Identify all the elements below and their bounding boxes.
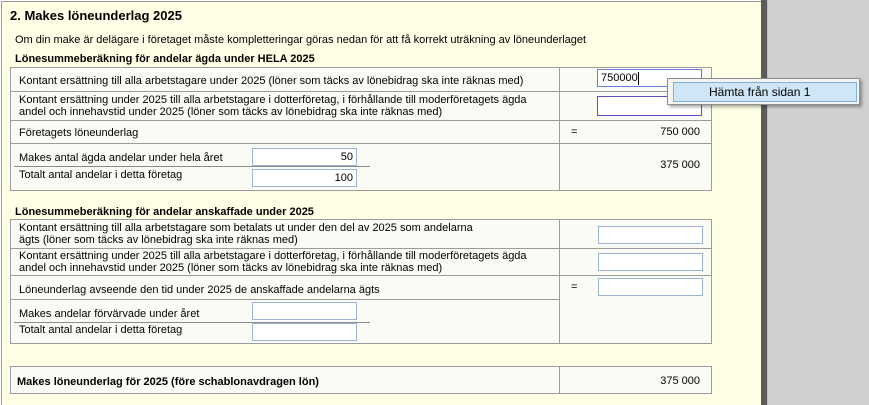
fetch-from-page1-menu-item[interactable]: Hämta från sidan 1: [673, 82, 857, 102]
side-panel: [767, 0, 869, 405]
form-page: [1, 1, 761, 405]
p2-row3-input[interactable]: [598, 278, 703, 296]
section-title: 2. Makes löneunderlag 2025: [10, 8, 182, 23]
p2-row4a-input[interactable]: [252, 302, 357, 320]
p2-row2-label-line1: Kontant ersättning under 2025 till alla arbetstagare i dotterföretag, i förhållande till moderföretagets ägda: [19, 250, 527, 262]
total-value: 375 000: [660, 375, 700, 387]
p1-row1-label: Kontant ersättning till alla arbetstagare under 2025 (löner som täcks av lönebidrag ska inte räknas med): [19, 75, 524, 87]
p1-row2-label-line1: Kontant ersättning under 2025 till alla arbetstagare i dotterföretag, i förhållande till moderföretagets ägda: [19, 94, 527, 106]
part1-heading: Lönesummeberäkning för andelar ägda under HELA 2025: [15, 53, 315, 65]
context-popup: [667, 78, 860, 105]
p2-row1-label-line2: ägts (löner som täcks av lönebidrag ska inte räknas med): [19, 234, 298, 246]
p2-row2-input[interactable]: [598, 253, 703, 271]
p1-row4b-input[interactable]: [252, 169, 357, 187]
p1-row4a-input[interactable]: [252, 148, 357, 166]
p1-row2-label-line2: andel och innehavstid under 2025 (löner som täcks av lönebidrag ska inte räknas med): [19, 106, 443, 118]
p2-row4b-label: Totalt antal andelar i detta företag: [19, 324, 183, 336]
p2-row3-label: Löneunderlag avseende den tid under 2025 de anskaffade andelarna ägts: [19, 284, 380, 296]
p1-row3-label: Företagets löneunderlag: [19, 127, 139, 139]
section-intro: Om din make är delägare i företaget måste kompletteringar göras nedan för att få korrekt uträkning av löneunderlaget: [15, 34, 587, 46]
part2-heading: Lönesummeberäkning för andelar anskaffade under 2025: [15, 206, 314, 218]
p1-row3-equals: =: [571, 126, 578, 138]
p2-row4b-input[interactable]: [252, 323, 357, 341]
p2-row2-label-line2: andel och innehavstid under 2025 (löner som täcks av lönebidrag ska inte räknas med): [19, 262, 443, 274]
p2-row3-equals: =: [571, 281, 578, 293]
p1-row4b-label: Totalt antal andelar i detta företag: [19, 169, 183, 181]
p2-row1-input[interactable]: [598, 226, 703, 244]
p1-row4-result: 375 000: [660, 159, 700, 171]
total-label: Makes löneunderlag för 2025 (före schablonavdragen lön): [17, 376, 319, 388]
p2-row4a-label: Makes andelar förvärvade under året: [19, 308, 200, 320]
p2-row1-label-line1: Kontant ersättning till alla arbetstagare som betalats ut under den del av 2025 som andelarna: [19, 222, 473, 234]
p1-row4a-label: Makes antal ägda andelar under hela året: [19, 152, 223, 164]
p1-row3-value: 750 000: [660, 126, 700, 138]
